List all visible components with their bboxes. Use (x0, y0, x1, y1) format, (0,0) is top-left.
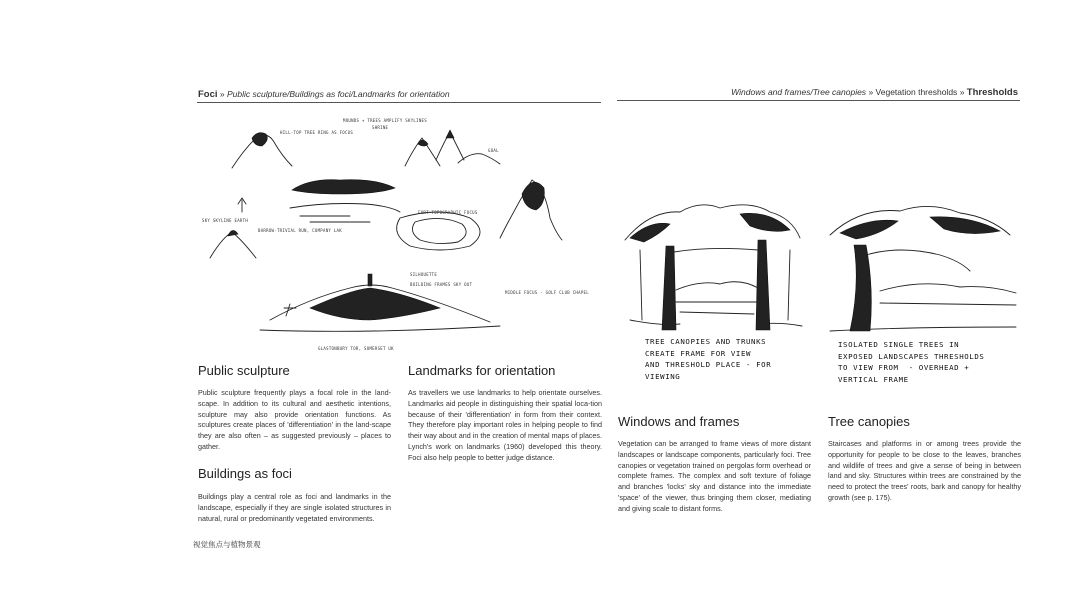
right-header-rule (617, 100, 1020, 101)
section-title-tree-canopies: Tree canopies (828, 414, 910, 429)
note-skyline: SKY SKYLINE EARTH (202, 218, 249, 223)
header-separator: » (219, 89, 225, 99)
header-chapter-thresholds: Thresholds (966, 87, 1018, 98)
header-separator-1: » (868, 87, 874, 97)
note-silhouette: SILHOUETTE (410, 272, 438, 277)
header-separator-2: » (959, 87, 965, 97)
note-barrow: BARROW-TRIVIAL RUN, COMPANY LAK (258, 228, 342, 233)
right-page-header (731, 87, 1018, 98)
section-text-buildings-as-foci: Buildings play a central role as foci and landmarks in the landscape, especially if they are single isolated structures in natural, rural or predominantly vegetated environments. (198, 492, 391, 523)
header-chapter-foci: Foci (198, 89, 218, 100)
section-text-landmarks: As travellers we use landmarks to help orientate ourselves. Landmarks aid people in distinguishing their spatial loca-tion because of their 'differentiation' in form from their context. They therefore play important roles in helping people to find their way about and in the creation of mental maps of places. Lynch's work on landmarks (1960) developed this theory. Foci also help people to better judge distance. (408, 388, 602, 462)
section-text-tree-canopies: Staircases and platforms in or among trees provide the opportunity for people to be close to the leaves, branches and wildlife of trees and give a sense of being in between land and sky. Structures within trees are constrained by the need to protect the trees' roots, bark and canopy for healthy growth (see p. 175). (828, 439, 1021, 502)
section-title-windows-and-frames: Windows and frames (618, 414, 740, 429)
note-building: BUILDING FRAMES SKY OUT (410, 282, 473, 287)
tree-frame-sketch (620, 190, 805, 330)
note-middle: MIDDLE FOCUS - GOLF CLUB CHAPEL (505, 290, 589, 295)
section-text-public-sculpture: Public sculpture frequently plays a focal role in the land-scape. In addition to its cultural and aesthetic intentions, sculpture may also provide orientation functions. As sculptures create places of 'differentiation' in the land-scape they are also often – as suggested previously – places to gather. (198, 388, 391, 451)
header-middle: Vegetation thresholds (875, 87, 958, 97)
header-trail-right: Windows and frames/Tree canopies (731, 87, 867, 97)
section-title-public-sculpture: Public sculpture (198, 363, 290, 378)
landmarks-sketch (200, 108, 600, 358)
note-hilltop: HILL-TOP TREE RING AS FOCUS (280, 130, 354, 135)
header-trail-left: Public sculpture/Buildings as foci/Landmarks for orientation (227, 89, 450, 99)
footer-caption: 视觉焦点与植物景观 (193, 540, 261, 549)
note-shrine: SHRINE (372, 125, 389, 130)
section-title-landmarks: Landmarks for orientation (408, 363, 556, 378)
note-goal: GOAL (488, 148, 499, 153)
section-text-windows-and-frames: Vegetation can be arranged to frame views of more distant landscapes or landscape components, particularly foci. Tree canopies or vegetation trained on pergolas form overhead or complete frames. The complex and soft texture of foliage and branches 'locks' sky and distance into the immediate 'space' of the viewer, thus bringing them closer, mediating and giving scale to distant forms. (618, 439, 811, 513)
section-title-buildings-as-foci: Buildings as foci (198, 466, 292, 481)
tree-frame-caption: TREE CANOPIES AND TRUNKS CREATE FRAME FOR VIEW AND THRESHOLD PLACE - FOR VIEWING (645, 337, 772, 381)
note-glastonbury: GLASTONBURY TOR, SOMERSET UK (318, 346, 394, 351)
left-header-rule (197, 102, 601, 103)
left-page-header (198, 89, 450, 100)
isolated-tree-caption: ISOLATED SINGLE TREES IN EXPOSED LANDSCAPES THRESHOLDS TO VIEW FROM - OVERHEAD + VERTICAL FRAME (838, 340, 985, 384)
note-mounds: MOUNDS + TREES AMPLIFY SKYLINES (343, 118, 427, 123)
note-fort: FORT-TOPOGRAPHIC FOCUS (418, 210, 478, 215)
isolated-tree-sketch (820, 195, 1020, 335)
